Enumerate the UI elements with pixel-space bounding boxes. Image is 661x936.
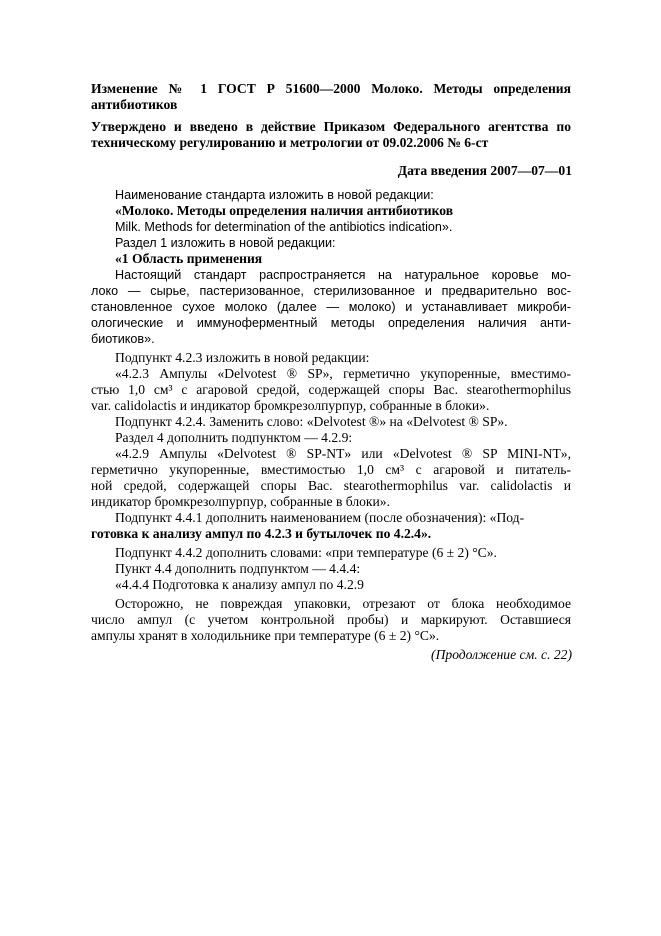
body-line: Раздел 4 дополнить подпунктом — 4.2.9: [115, 430, 353, 445]
body-line: стью 1,0 см³ с агаровой средой, содержащей споры Bac. stearothermophilus [91, 382, 571, 397]
body-line: локо — сырье, пастеризованное, стерилизованное и предварительно вос- [91, 284, 571, 298]
body-line: Настоящий стандарт распространяется на натуральное коровье мо- [115, 268, 571, 282]
body-line: готовка к анализу ампул по 4.2.3 и бутылочек по 4.2.4». [91, 526, 432, 541]
body-line: Пункт 4.4 дополнить подпунктом — 4.4.4: [115, 561, 361, 576]
body-line: Наименование стандарта изложить в новой редакции: [115, 188, 434, 202]
body-line: «Молоко. Методы определения наличия антибиотиков [115, 203, 454, 218]
body-line: var. calidolactis и индикатор бромкрезолпурпур, собранные в блоки». [91, 398, 490, 413]
body-line: Подпункт 4.2.3 изложить в новой редакции: [115, 350, 370, 365]
body-line: «4.2.3 Ампулы «Delvotest ® SP», герметично укупоренные, вместимо- [115, 366, 571, 381]
body-line: «4.4.4 Подготовка к анализу ампул по 4.2.9 [115, 577, 364, 592]
body-line: Раздел 1 изложить в новой редакции: [115, 236, 336, 250]
effective-date: Дата введения 2007—07—01 [397, 163, 572, 178]
body-line: герметично укупоренные, вместимостью 1,0 см³ с агаровой и питатель- [91, 462, 571, 477]
body-line: биотиков». [91, 332, 155, 346]
body-line: Подпункт 4.2.4. Заменить слово: «Delvotest ®» на «Delvotest ® SP». [115, 414, 508, 429]
body-line: Milk. Methods for determination of the antibiotics indication». [115, 220, 453, 234]
body-line: ологические и иммуноферментный методы определения наличия анти- [91, 316, 571, 330]
body-line: «4.2.9 Ампулы «Delvotest ® SP-NT» или «Delvotest ® SP MINI-NT», [115, 446, 571, 461]
body-line: становленное сухое молоко (далее — молоко) и устанавливает микроби- [91, 300, 571, 314]
body-line: Подпункт 4.4.2 дополнить словами: «при температуре (6 ± 2) °С». [115, 545, 497, 560]
body-line: Подпункт 4.4.1 дополнить наименованием (после обозначения): «Под- [115, 510, 525, 525]
approval-statement: Утверждено и введено в действие Приказом Федерального агентства по техническому регулированию и метрологии от 09.02.2006 № 6-ст [91, 119, 571, 150]
body-line: Осторожно, не повреждая упаковки, отрезают от блока необходимое [115, 596, 571, 611]
body-line: ампулы хранят в холодильнике при температуре (6 ± 2) °С». [91, 628, 440, 643]
body-line: индикатор бромкрезолпурпур, собранные в блоки». [91, 494, 390, 509]
body-line: число ампул (с учетом контрольной пробы) и маркируют. Оставшиеся [91, 612, 571, 627]
body-line: «1 Область применения [115, 251, 263, 266]
amendment-title: Изменение № 1 ГОСТ Р 51600—2000 Молоко. Методы определения антибиотиков [91, 81, 571, 112]
body-line: ной средой, содержащей споры Bac. stearothermophilus var. calidolactis и [91, 478, 571, 493]
continuation-note: (Продолжение см. с. 22) [431, 647, 572, 662]
